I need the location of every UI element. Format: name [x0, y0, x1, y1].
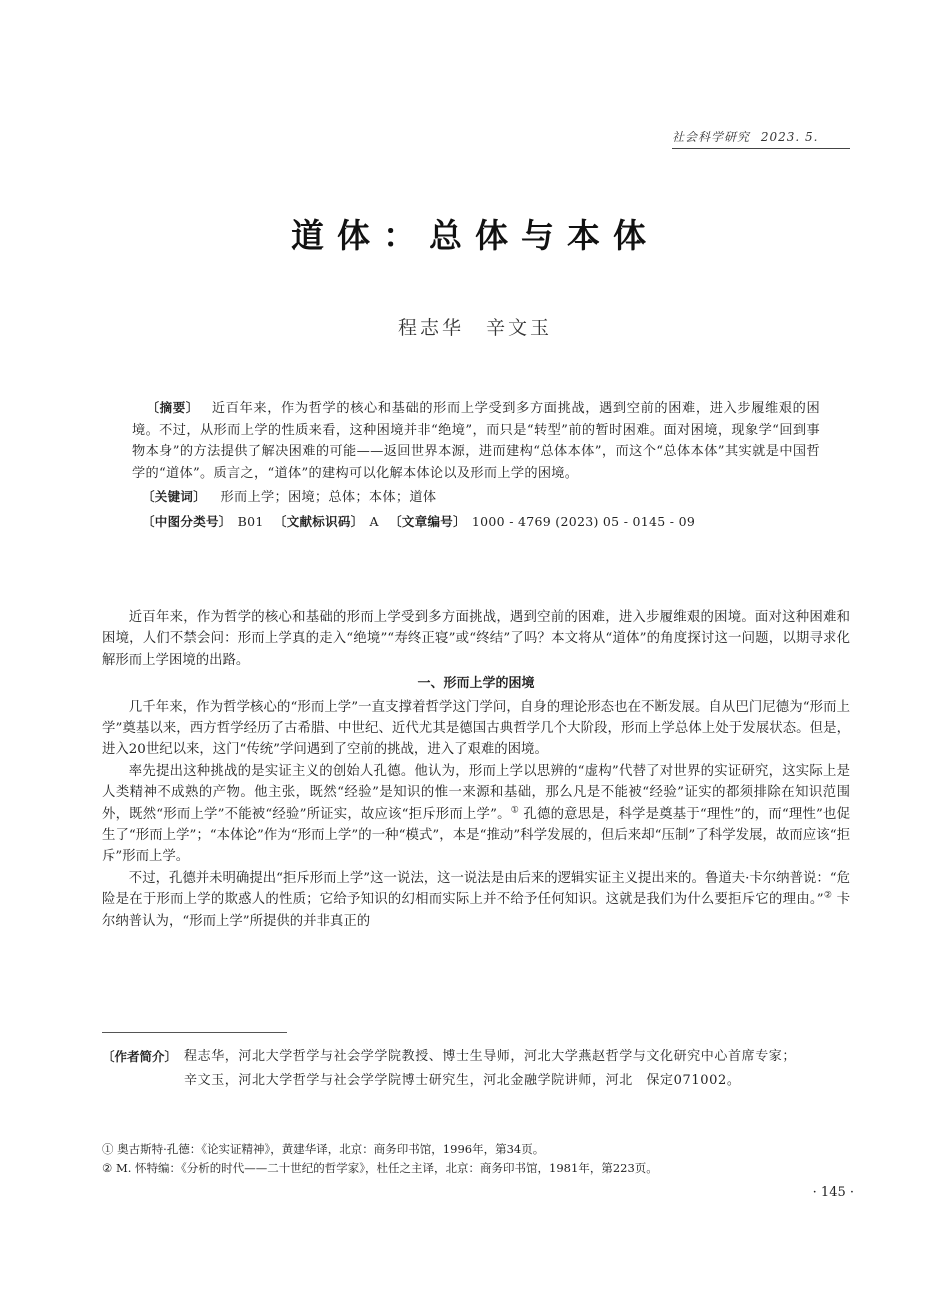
author-note [102, 1046, 850, 1091]
footnote-ref-2[interactable]: ② [823, 890, 833, 901]
abstract-block [132, 397, 820, 532]
paragraph-2-text-a: 率先提出这种挑战的是实证主义的创始人孔德。他认为，形而上学以思辨的“虚构”代替了对世界的实证研究，这实际上是人类精神不成熟的产物。他主张，既然“经验”是知识的惟一来源和基础，那么凡是不能被“经验”证实的都须排除在知识范围外，既然“形而上学”不能被“经验”所证实，故应该“拒斥形而上学”。 [102, 763, 850, 822]
body-text [102, 607, 850, 932]
abstract-label: 〔摘要〕 [146, 400, 200, 415]
article-no-value: 1000 - 4769 (2023) 05 - 0145 - 09 [471, 513, 696, 529]
abstract-text: 近百年来，作为哲学的核心和基础的形而上学受到多方面挑战，遇到空前的困难，进入步履维艰的困境。不过，从形而上学的性质来看，这种困境并非“绝境”，而只是“转型”前的暂时困难。面对困境，现象学“回到事物本身”的方法提供了解决困难的可能——返回世界本源，进而建构“总体本体”，而这个“总体本体”其实就是中国哲学的“道体”。质言之，“道体”的建构可以化解本体论以及形而上学的困境。 [132, 401, 820, 481]
author-bio-1: 程志华，河北大学哲学与社会学学院教授、博士生导师，河北大学燕赵哲学与文化研究中心首席专家； [184, 1049, 797, 1064]
keywords-text: 形而上学；困境；总体；本体；道体 [220, 490, 437, 505]
paragraph-3 [102, 868, 850, 932]
doc-code-label: 〔文献标识码〕 [273, 513, 364, 529]
journal-name: 社会科学研究 [672, 130, 751, 144]
author-bio-2: 辛文玉，河北大学哲学与社会学学院博士研究生，河北金融学院讲师，河北 保定071002。 [184, 1072, 741, 1088]
issue-number: 2023. 5. [760, 130, 819, 144]
footnote-1: ① 奥古斯特·孔德：《论实证精神》，黄建华译，北京：商务印书馆，1996年，第34页。 [102, 1142, 545, 1156]
clc-value: B01 [237, 513, 264, 529]
classification-line [132, 511, 820, 533]
footnote-divider [102, 1032, 287, 1033]
author-note-label: 〔作者简介〕 [102, 1049, 178, 1064]
paragraph-2 [102, 761, 850, 868]
abstract-paragraph [132, 397, 820, 484]
page-number: · 145 · [812, 1185, 854, 1200]
running-head [672, 128, 850, 149]
doc-code-value: A [369, 513, 379, 529]
keywords-label: 〔关键词〕 [142, 489, 207, 504]
clc-label: 〔中图分类号〕 [142, 513, 232, 529]
section-heading: 一、形而上学的困境 [417, 676, 535, 692]
article-no-label: 〔文章编号〕 [389, 513, 466, 529]
footnote-ref-1[interactable]: ① [510, 805, 519, 816]
paragraph-2-text-b: 孔德的意思是，科学是奠基于“理性”的，而“理性”也促生了“形而上学”；“本体论”作为“形而上学”的一种“模式”，本是“推动”科学发展的，但后来却“压制”了科学发展，故而应该“拒斥”形而上学。 [102, 806, 851, 865]
footnotes [102, 1140, 850, 1178]
intro-paragraph: 近百年来，作为哲学的核心和基础的形而上学受到多方面挑战，遇到空前的困难，进入步履维艰的困境。面对这种困难和困境，人们不禁会问：形而上学真的走入“绝境”“寿终正寝”或“终结”了吗？本文将从“道体”的角度探讨这一问题，以期寻求化解形而上学困境的出路。 [102, 610, 850, 668]
keywords-line [132, 486, 820, 509]
footnote-2: ② M. 怀特编：《分析的时代——二十世纪的哲学家》，杜任之主译，北京：商务印书馆，1981年，第223页。 [102, 1161, 658, 1175]
paragraph-3-text-a: 不过，孔德并未明确提出“拒斥形而上学”这一说法，这一说法是由后来的逻辑实证主义提出来的。鲁道夫·卡尔纳普说：“危险是在于形而上学的欺惑人的性质；它给予知识的幻相而实际上并不给予任何知识。这就是我们为什么要拒斥它的理由。” [102, 870, 850, 908]
article-authors: 程志华 辛文玉 [397, 317, 552, 339]
article-title: 道体：总体与本体 [291, 216, 659, 255]
paragraph-1: 几千年来，作为哲学核心的“形而上学”一直支撑着哲学这门学问，自身的理论形态也在不断发展。自从巴门尼德为“形而上学”奠基以来，西方哲学经历了古希腊、中世纪、近代尤其是德国古典哲学几个大阶段，形而上学总体上处于发展状态。但是，进入20世纪以来，这门“传统”学问遇到了空前的挑战，进入了艰难的困境。 [102, 699, 850, 758]
paragraph-3-text-b: 卡尔纳普认为，“形而上学”所提供的并非真正的 [102, 892, 850, 929]
